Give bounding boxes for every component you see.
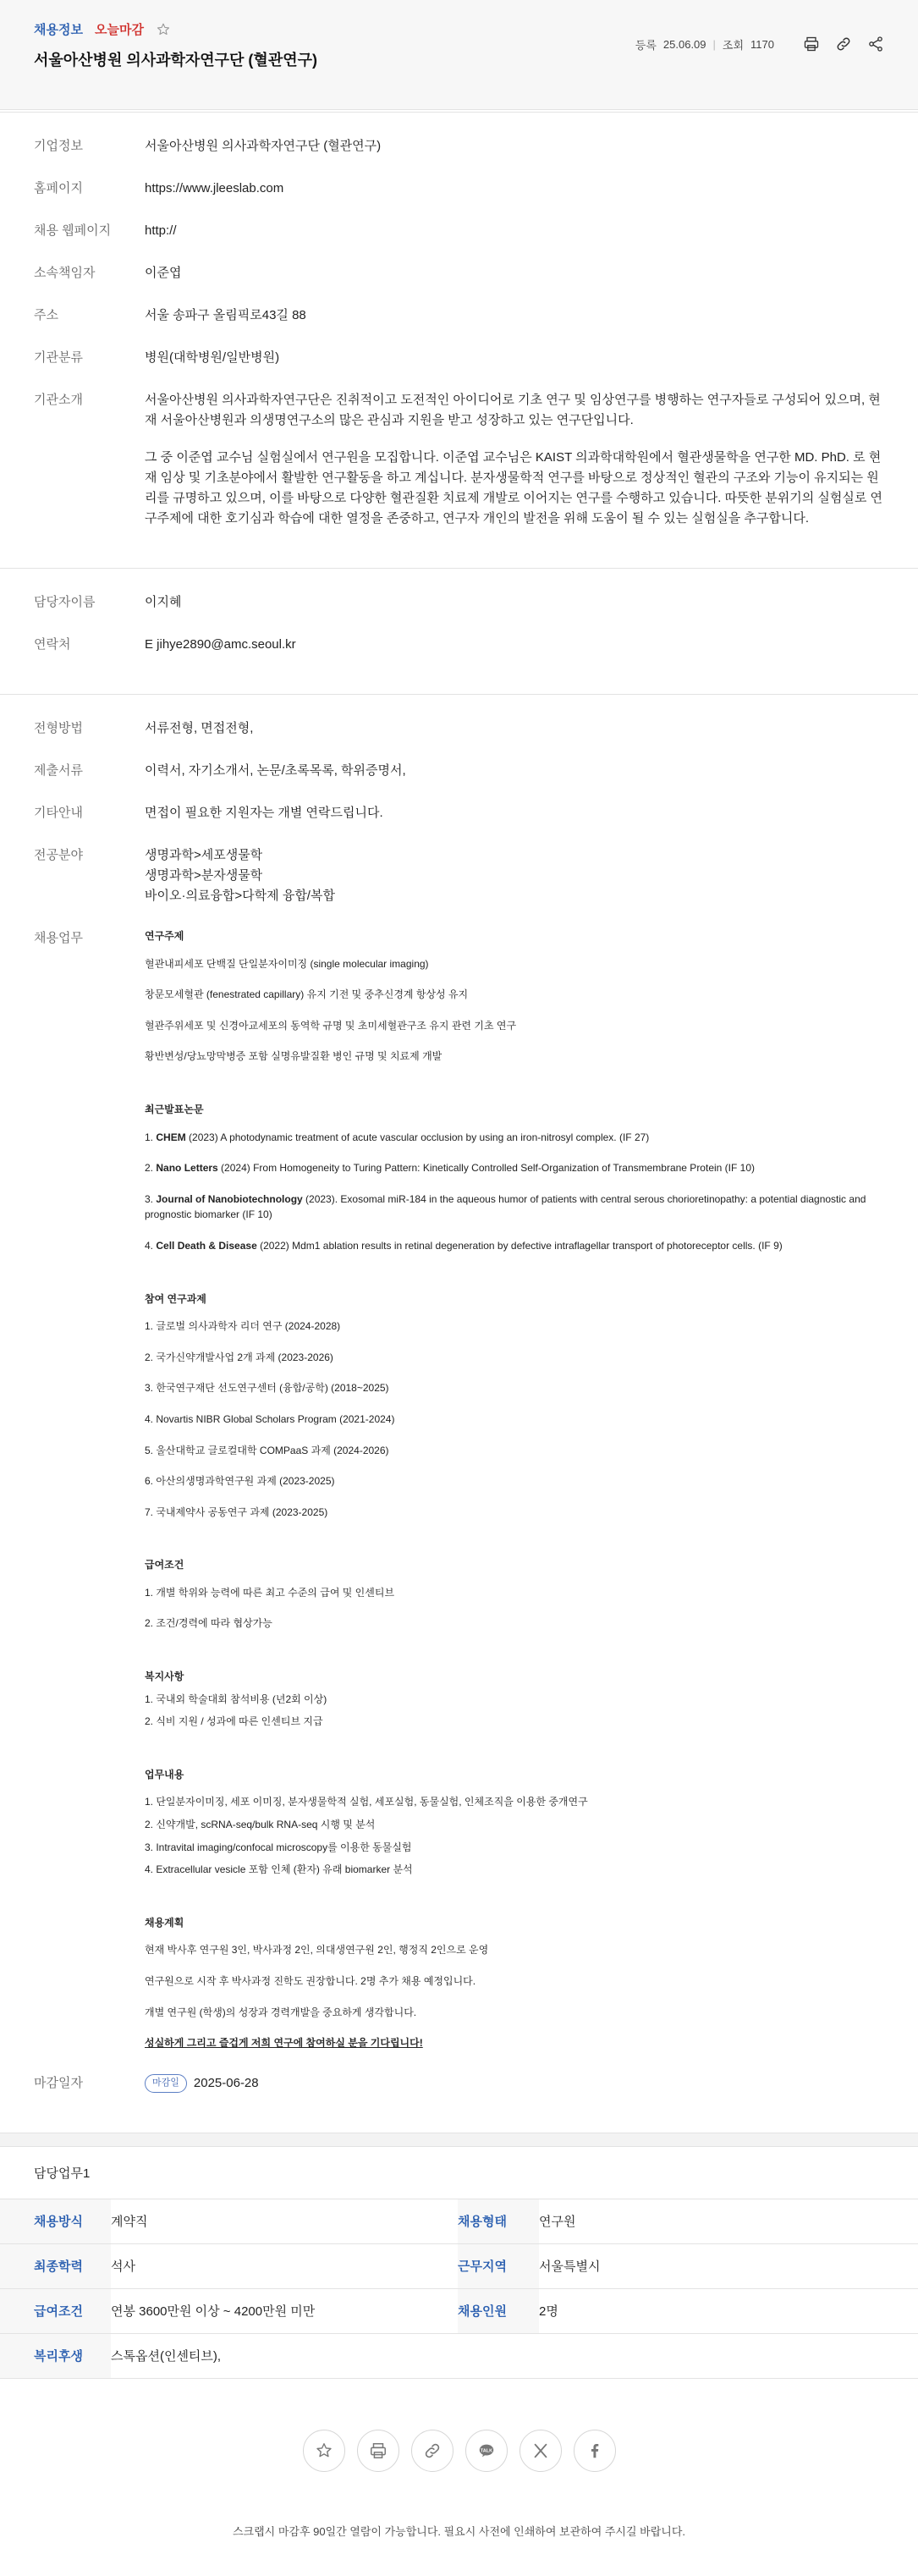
work-item: 4. Extracellular vesicle 포함 인체 (환자) 유래 biomarker 분석 [145,1863,413,1876]
recruit-row-deadline [34,2073,884,2094]
project-item: 5. 울산대학교 글로컬대학 COMPaaS 과제 (2024-2026) [145,1444,389,1456]
table-value: 연봉 3600만원 이상 ~ 4200만원 미만 [111,2304,316,2320]
table-row [0,2334,918,2379]
deadline-badge: 마감일 [145,2074,187,2093]
contact-label: 연락처 [34,637,71,652]
etc-value: 면접이 필요한 지원자는 개별 연락드립니다. [145,806,383,820]
welfare-item: 2. 식비 지원 / 성과에 따른 인센티브 지급 [145,1715,323,1728]
intro-paragraph-2: 그 중 이준엽 교수님 실험실에서 연구원을 모집합니다. 이준엽 교수님은 KAIST 의과학대학원에서 혈관생물학을 연구한 MD. PhD. 로 현재 임상 및 기초분야에서 활발한 연구활동을 하고 계십니다. 분자생물학적 연구를 바탕으로 정상적인 혈관의 구조와 기능이 유지되는 원리를 규명하고 있으며, 이를 바탕으로 다양한 혈관질환 치료제 개발로 이어지는 연구를 수행하고 있습니다. 따뜻한 분위기의 실험실로 연구주제에 대한 호기심과 학습에 대한 열정을 존중하고, 연구자 개인의 발전을 위해 도움이 될 수 있는 실험실을 추구합니다. [145,450,882,526]
header-actions [803,36,884,52]
section-divider [0,2133,918,2147]
company-info-section [0,113,918,569]
major-item: 생명과학>세포생물학 [145,848,263,862]
project-item: 2. 국가신약개발사업 2개 과제 (2023-2026) [145,1351,333,1363]
projects-heading: 참여 연구과제 [145,1292,206,1305]
table-value: 연구원 [539,2215,576,2230]
duty-title: 담당업무1 [0,2147,918,2199]
plan-block [145,1915,884,2051]
topics-block [145,928,884,1065]
recruit-row-duty [34,928,884,2051]
head-value: 이준엽 [145,266,182,280]
major-item: 바이오·의료융합>다학제 융합/복합 [145,889,335,903]
table-value: 석사 [111,2260,135,2275]
work-item: 1. 단일분자이미징, 세포 이미징, 분자생물학적 실험, 세포실험, 동물실험, 인체조직을 이용한 중개연구 [145,1796,588,1808]
category-tag[interactable]: 채용정보 [34,23,83,37]
topic-item: 혈관주위세포 및 신경아교세포의 동역학 규명 및 초미세혈관구조 유지 관련 기초 연구 [145,1019,517,1032]
link-icon [423,2441,442,2460]
kakaotalk-icon [477,2441,496,2460]
topic-item: 혈관내피세포 단백질 단일분자이미징 (single molecular imaging) [145,957,429,970]
plan-item: 개별 연구원 (학생)의 성장과 경력개발을 중요하게 생각합니다. [145,2006,417,2018]
deadline-value [145,2073,884,2094]
contact-section [0,569,918,695]
etc-label: 기타안내 [34,806,83,820]
table-label: 채용형태 [458,2199,539,2243]
table-label: 급여조건 [0,2289,111,2333]
salary-item: 2. 조건/경력에 따라 협상가능 [145,1617,272,1630]
projects-block [145,1291,884,1521]
table-label: 채용인원 [458,2289,539,2333]
plan-item: 연구원으로 시작 후 박사과정 진학도 권장합니다. 2명 추가 채용 예정입니다. [145,1975,476,1987]
print-icon[interactable] [803,36,820,52]
pub-item: 4. Cell Death & Disease (2022) Mdm1 ablation results in retinal degeneration by defective intraflagellar transport of photoreceptor cells. (IF 9) [145,1239,783,1252]
recruit-row-process [34,718,884,739]
info-row-recruit-web [34,221,884,241]
x-icon [531,2441,550,2460]
table-label: 채용방식 [0,2199,111,2243]
major-item: 생명과학>분자생물학 [145,868,263,883]
duty-table [0,2199,918,2379]
manager-label: 담당자이름 [34,595,96,609]
project-item: 7. 국내제약사 공동연구 과제 (2023-2025) [145,1505,328,1518]
plan-item: 현재 박사후 연구원 3인, 박사과정 2인, 의대생연구원 2인, 행정직 2인으로 운영 [145,1944,489,1957]
work-item: 3. Intravital imaging/confocal microscopy를 이용한 동물실험 [145,1841,412,1853]
work-block [145,1767,884,1878]
table-row [0,2289,918,2334]
pub-item: 1. CHEM (2023) A photodynamic treatment of acute vascular occlusion by using an iron-nitrosyl complex. (IF 27) [145,1131,650,1143]
welfare-item: 1. 국내외 학술대회 참석비용 (년2회 이상) [145,1693,327,1705]
recruit-web-link[interactable]: http:// [145,223,177,238]
info-row-intro [34,390,884,529]
process-value: 서류전형, 면접전형, [145,721,254,735]
table-label: 복리후생 [0,2334,111,2378]
project-item: 4. Novartis NIBR Global Scholars Program (2021-2024) [145,1412,395,1425]
pub-item: 3. Journal of Nanobiotechnology (2023). Exosomal miR-184 in the aqueous humor of patients with central serous chorioretinopathy: a potential diagnostic and prognostic biomarker (IF 10) [145,1192,866,1221]
recruit-row-docs [34,761,884,781]
print-icon [369,2441,388,2460]
work-item: 2. 신약개발, scRNA-seq/bulk RNA-seq 시행 및 분석 [145,1819,376,1831]
address-value: 서울 송파구 올림픽로43길 88 [145,308,306,322]
work-heading: 업무내용 [145,1768,184,1781]
star-icon [315,2441,333,2460]
page-title: 서울아산병원 의사과학자연구단 (혈관연구) [34,52,317,69]
scrap-note: 스크랩시 마감후 90일간 열람이 가능합니다. 필요시 사전에 인쇄하여 보관하여 주시길 바랍니다. [232,2524,685,2538]
topic-item: 황반변성/당뇨망막병증 포함 실명유발질환 병인 규명 및 치료제 개발 [145,1050,443,1063]
views-count: 1170 [750,37,774,51]
table-value: 스톡옵션(인센티브), [111,2349,222,2364]
table-value: 서울특별시 [539,2260,601,2275]
kakaotalk-share-button[interactable] [465,2430,508,2472]
table-row [0,2244,918,2289]
docs-label: 제출서류 [34,763,83,778]
homepage-link[interactable]: https://www.jleeslab.com [145,181,284,195]
deadline-date: 2025-06-28 [193,2075,259,2090]
company-label: 기업정보 [34,139,83,153]
pubs-heading: 최근발표논문 [145,1103,204,1115]
deadline-label: 마감일자 [34,2075,83,2090]
docs-value: 이력서, 자기소개서, 논문/초록목록, 학위증명서, [145,763,406,778]
scrap-button[interactable] [303,2430,345,2472]
info-row-type [34,348,884,368]
recruit-row-major [34,845,884,906]
today-deadline-tag: 오늘마감 [94,23,144,37]
job-content [0,112,918,2539]
major-list [145,845,884,906]
type-value: 병원(대학병원/일반병원) [145,350,280,365]
welfare-heading: 복지사항 [145,1671,184,1683]
topics-heading: 연구주제 [145,930,184,942]
salary-heading: 급여조건 [145,1559,184,1571]
plan-heading: 채용계획 [145,1916,184,1929]
recruit-web-label: 채용 웹페이지 [34,223,112,238]
share-bar [0,2430,918,2472]
welfare-block [145,1669,884,1730]
info-row-homepage [34,179,884,199]
contact-email[interactable]: E jihye2890@amc.seoul.kr [145,637,296,652]
copy-link-button[interactable] [411,2430,454,2472]
duty-description [145,928,884,2051]
manager-value: 이지혜 [145,595,182,609]
process-label: 전형방법 [34,721,83,735]
homepage-label: 홈페이지 [34,181,83,195]
link-icon[interactable] [835,36,852,52]
pub-item: 2. Nano Letters (2024) From Homogeneity to Turing Pattern: Kinetically Controlled Self-Organization of Transmembrane Protein (IF 10) [145,1162,756,1175]
company-value: 서울아산병원 의사과학자연구단 (혈관연구) [145,139,382,153]
type-label: 기관분류 [34,350,83,365]
x-share-button[interactable] [519,2430,562,2472]
project-item: 6. 아산의생명과학연구원 과제 (2023-2025) [145,1475,335,1488]
salary-block [145,1557,884,1632]
table-row [0,2199,918,2244]
favorite-star-icon[interactable] [156,22,171,37]
head-label: 소속책임자 [34,266,96,280]
header-meta: 등록 25.06.09 | 조회 1170 [635,36,884,52]
table-value: 계약직 [111,2215,148,2230]
contact-row-email [34,635,884,655]
recruit-row-etc [34,803,884,823]
views-label: 조회 [722,38,745,52]
facebook-share-button[interactable] [574,2430,616,2472]
intro-value [145,390,884,529]
share-icon[interactable] [867,36,884,52]
info-row-company [34,136,884,157]
table-value: 2명 [539,2304,558,2320]
closing-message: 성실하게 그리고 즐겁게 저희 연구에 참여하실 분을 기다립니다! [145,2037,423,2050]
major-label: 전공분야 [34,848,83,862]
address-label: 주소 [34,308,58,322]
recruit-section [0,695,918,2133]
print-button[interactable] [357,2430,399,2472]
duty-label: 채용업무 [34,931,83,945]
info-row-address [34,305,884,326]
facebook-icon [585,2441,604,2460]
intro-paragraph-1: 서울아산병원 의사과학자연구단은 진취적이고 도전적인 아이디어로 기초 연구 및 임상연구를 병행하는 연구자들로 구성되어 있으며, 현재 서울아산병원과 의생명연구소의 많은 관심과 지원을 받고 성장하고 있는 연구단입니다. [145,393,881,427]
job-header [0,0,918,110]
project-item: 1. 글로벌 의사과학자 리더 연구 (2024-2028) [145,1320,341,1333]
svg-text:TALK: TALK [480,2448,492,2454]
project-item: 3. 한국연구재단 선도연구센터 (융합/공학) (2018~2025) [145,1382,389,1395]
topic-item: 창문모세혈관 (fenestrated capillary) 유지 기전 및 중추신경계 항상성 유지 [145,988,469,1001]
table-label: 근무지역 [458,2244,539,2288]
registered-label: 등록 [635,38,657,52]
salary-item: 1. 개별 학위와 능력에 따른 최고 수준의 급여 및 인센티브 [145,1586,395,1599]
registered-date: 25.06.09 [662,37,706,51]
table-label: 최종학력 [0,2244,111,2288]
pubs-block [145,1102,884,1254]
intro-label: 기관소개 [34,393,83,407]
contact-row-manager [34,592,884,613]
info-row-head [34,263,884,283]
